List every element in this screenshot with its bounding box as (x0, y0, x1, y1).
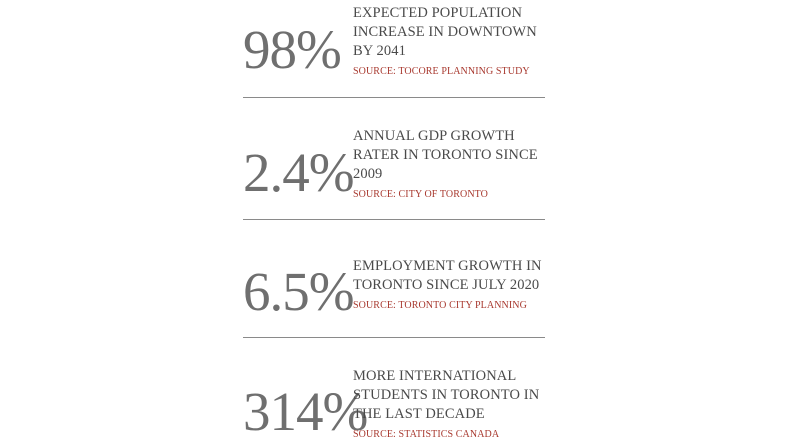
stat-source: SOURCE: TOCORE PLANNING STUDY (353, 66, 530, 77)
stat-description: EMPLOYMENT GROWTH IN TORONTO SINCE JULY 2020 (353, 258, 542, 293)
divider (243, 337, 545, 338)
stat-description: ANNUAL GDP GROWTH RATER IN TORONTO SINCE 2009 (353, 128, 538, 182)
stat-value: 314% (243, 381, 368, 442)
stat-text (353, 127, 553, 202)
stat-description: EXPECTED POPULATION INCREASE IN DOWNTOWN BY 2041 (353, 5, 537, 59)
stat-description: MORE INTERNATIONAL STUDENTS IN TORONTO IN THE LAST DECADE (353, 368, 540, 422)
divider (243, 219, 545, 220)
divider (243, 97, 545, 98)
stat-source: SOURCE: STATISTICS CANADA (353, 429, 500, 440)
stat-text (353, 367, 553, 442)
stat-text (353, 257, 553, 313)
stat-value: 6.5% (243, 261, 354, 322)
stat-value: 2.4% (243, 142, 354, 203)
stat-value: 98% (243, 19, 341, 80)
stat-text (353, 4, 553, 79)
stats-list (243, 0, 545, 444)
stat-source: SOURCE: CITY OF TORONTO (353, 189, 489, 200)
stat-source: SOURCE: TORONTO CITY PLANNING (353, 300, 527, 311)
